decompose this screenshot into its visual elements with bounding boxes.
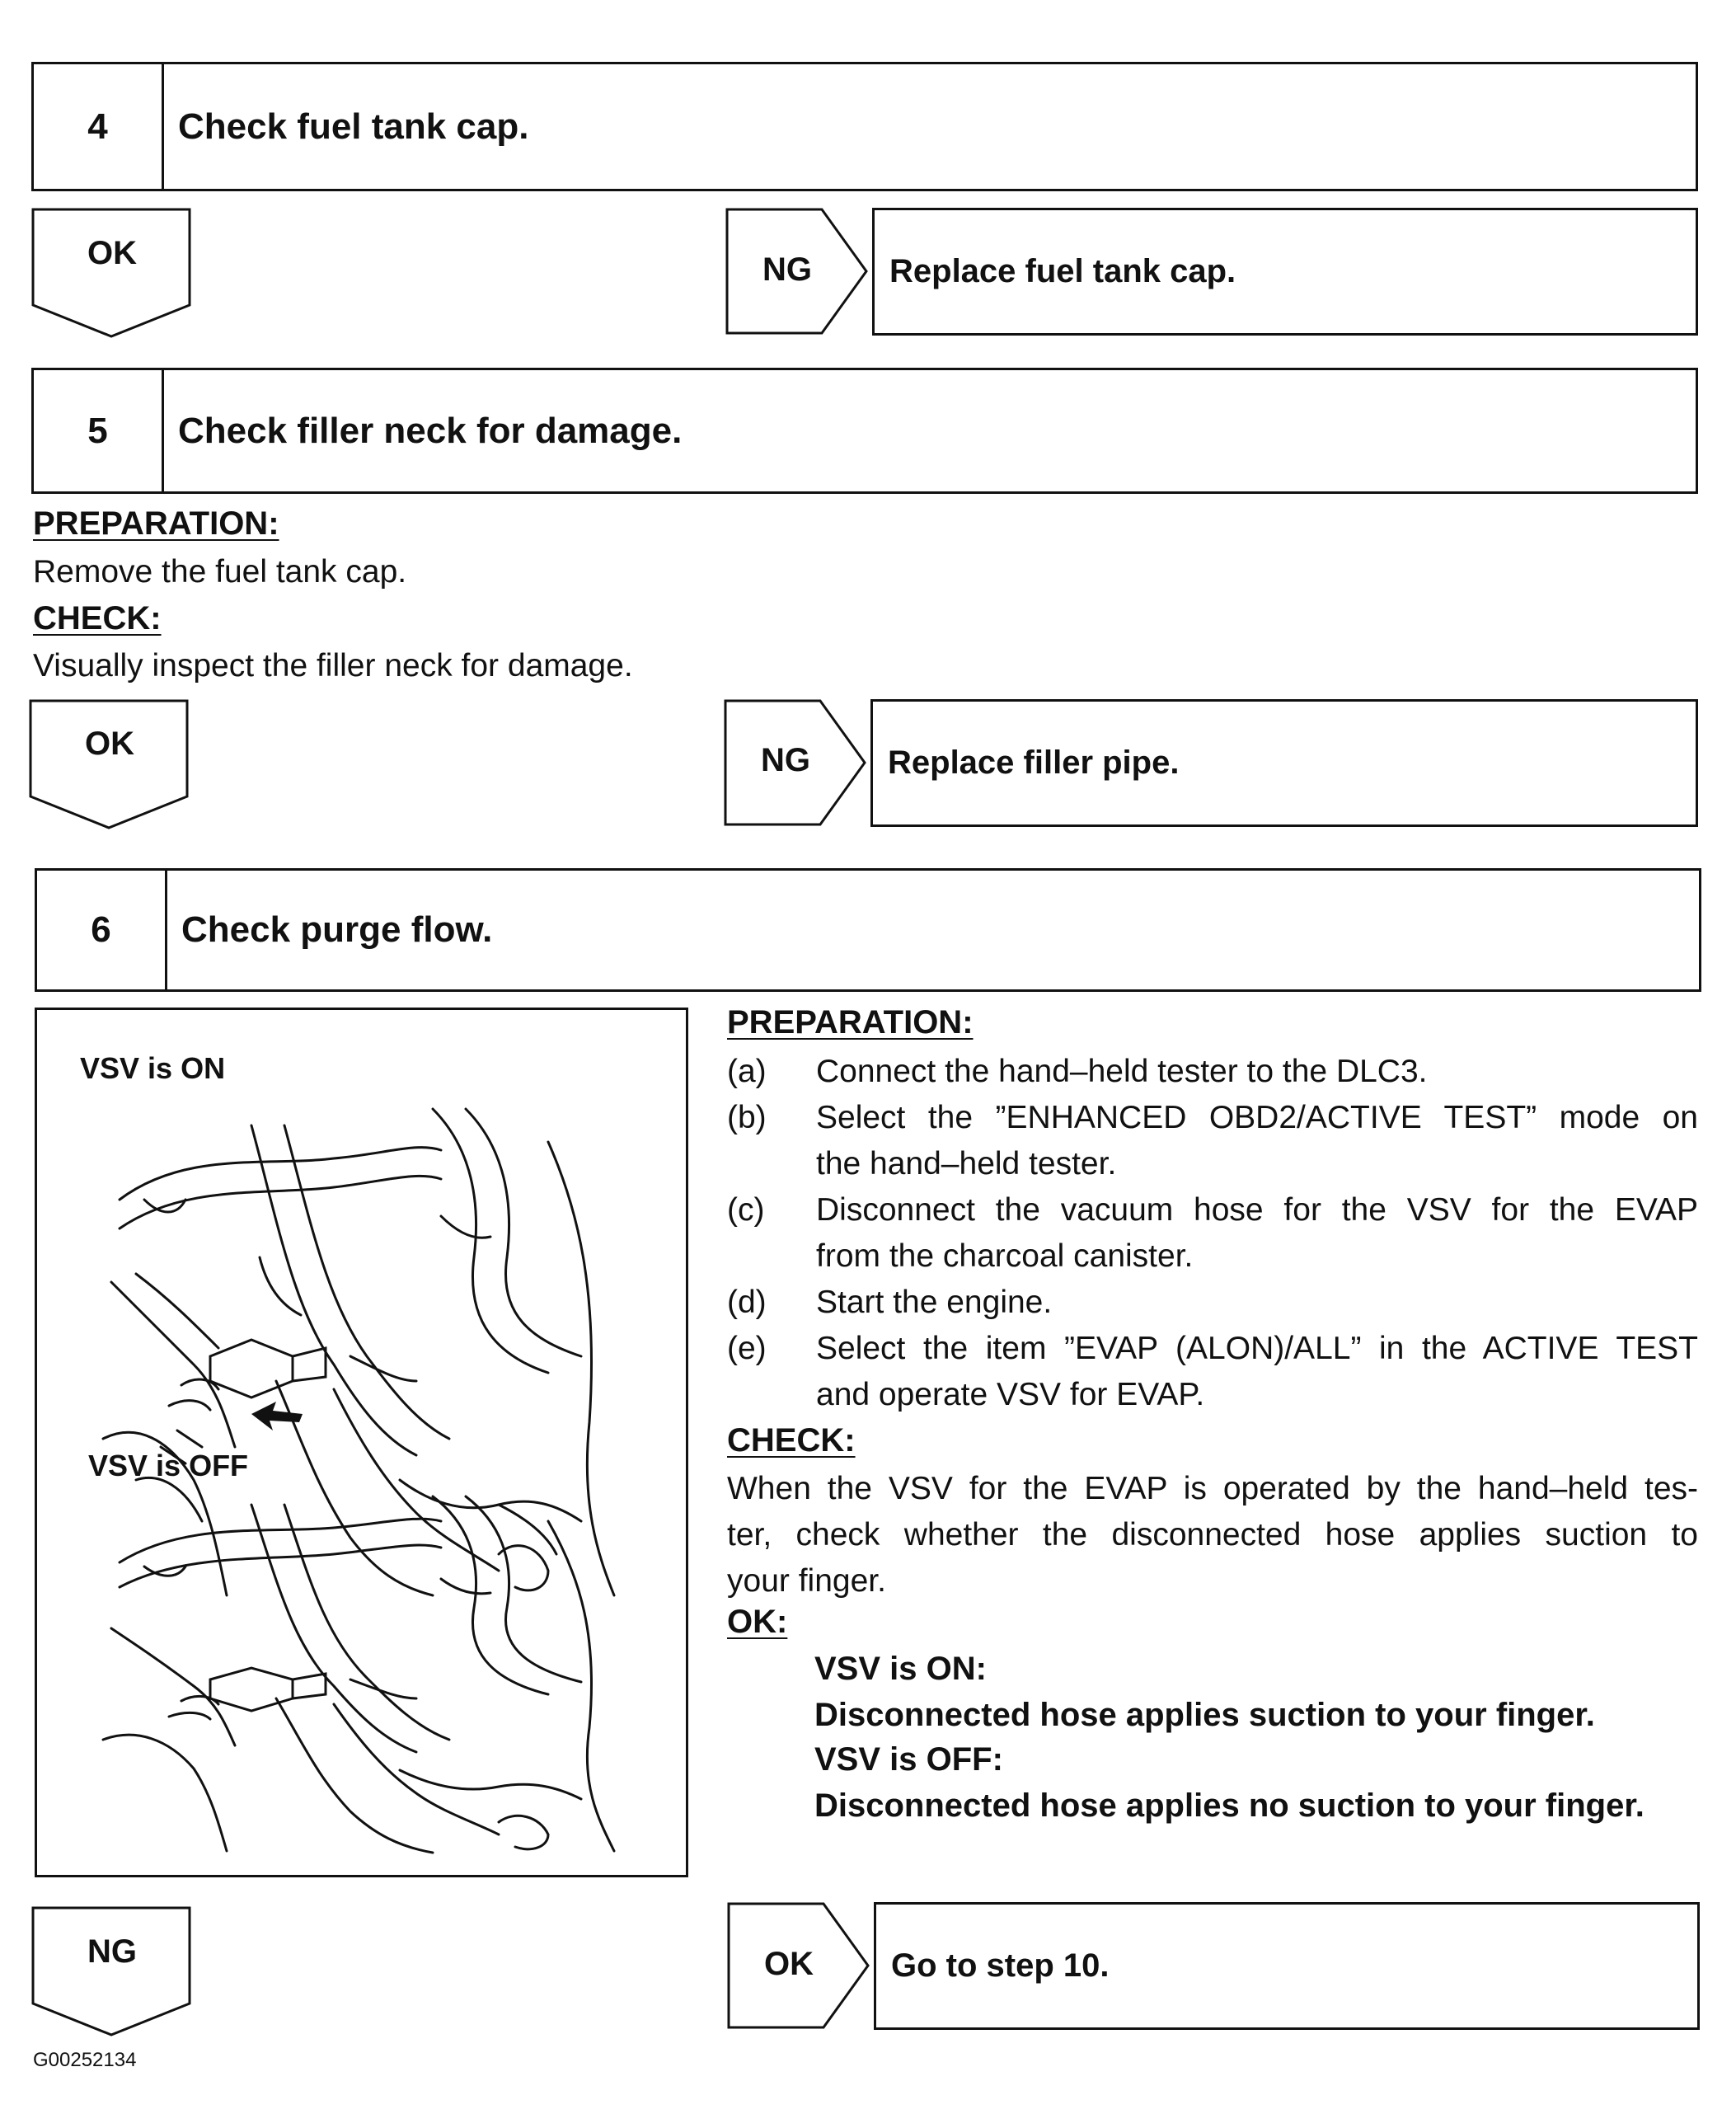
- step-4-ok-label: OK: [87, 235, 137, 271]
- step-6-figure-panel: [35, 1008, 688, 1877]
- step-5-check-text: Visually inspect the filler neck for damage.: [33, 648, 633, 683]
- prep-item-e-line1: Select the item ”EVAP (ALON)/ALL” in the ACTIVE TEST: [816, 1331, 1698, 1366]
- prep-item-e-line2: and operate VSV for EVAP.: [816, 1377, 1205, 1412]
- step-6-ok-label: OK: [764, 1946, 814, 1982]
- step-6-ng-arrow-shape: [31, 1906, 193, 2038]
- step-6-check-line-2: ter, check whether the disconnected hose applies suction to: [727, 1517, 1698, 1553]
- ok-vsv-on-result: Disconnected hose applies suction to your finger.: [814, 1697, 1595, 1733]
- step-6-header: [35, 868, 1701, 992]
- prep-item-c-letter: (c): [727, 1192, 765, 1228]
- step-5-check-heading: CHECK:: [33, 600, 162, 637]
- prep-item-d-text: Start the engine.: [816, 1285, 1053, 1320]
- figure-label-vsv-off: VSV is OFF: [88, 1449, 249, 1482]
- step-5-ok-label: OK: [85, 726, 134, 762]
- vsv-off-engine-illustration: [87, 1488, 622, 1867]
- step-6-title: Check purge flow.: [181, 909, 493, 950]
- prep-item-a-text: Connect the hand–held tester to the DLC3.: [816, 1054, 1428, 1089]
- step-6-check-line-3: your finger.: [727, 1563, 886, 1599]
- step-5-number: 5: [34, 370, 164, 491]
- step-6-ok-action: Go to step 10.: [874, 1902, 1700, 2030]
- figure-label-vsv-on: VSV is ON: [80, 1051, 226, 1085]
- step-6-check-heading: CHECK:: [727, 1422, 856, 1459]
- step-4-ng-action: Replace fuel tank cap.: [872, 208, 1698, 336]
- step-5-header: [31, 368, 1698, 494]
- prep-item-b-line1: Select the ”ENHANCED OBD2/ACTIVE TEST” mode on: [816, 1100, 1698, 1135]
- prep-item-e: [727, 1326, 1700, 1418]
- prep-item-c-line2: from the charcoal canister.: [816, 1238, 1194, 1274]
- step-6-ng-label: NG: [87, 1933, 137, 1970]
- step-6-check-line-1: When the VSV for the EVAP is operated by the hand–held tes-: [727, 1471, 1698, 1506]
- prep-item-a: [727, 1049, 1700, 1095]
- step-5-ng-label: NG: [761, 742, 810, 778]
- step-5-ng-action: Replace filler pipe.: [870, 699, 1698, 827]
- step-4-number: 4: [34, 64, 164, 189]
- step-4-ok-arrow-shape: [31, 208, 193, 340]
- step-4-header: [31, 62, 1698, 191]
- ok-vsv-off-result: Disconnected hose applies no suction to your finger.: [814, 1787, 1645, 1824]
- step-4-title: Check fuel tank cap.: [178, 106, 529, 147]
- step-5-preparation-heading: PREPARATION:: [33, 505, 279, 542]
- step-6-preparation-heading: PREPARATION:: [727, 1004, 974, 1041]
- step-4-ng-label: NG: [762, 251, 812, 288]
- step-6-ok-heading: OK:: [727, 1604, 788, 1640]
- ok-vsv-on-label: VSV is ON:: [814, 1651, 987, 1687]
- figure-code: G00252134: [33, 2049, 137, 2071]
- prep-item-c-line1: Disconnect the vacuum hose for the VSV for the EVAP: [816, 1192, 1698, 1228]
- prep-item-d: [727, 1280, 1700, 1326]
- prep-item-b-line2: the hand–held tester.: [816, 1146, 1117, 1181]
- step-5-preparation-text: Remove the fuel tank cap.: [33, 554, 407, 590]
- prep-item-b: [727, 1095, 1700, 1187]
- prep-item-c: [727, 1187, 1700, 1280]
- prep-item-b-letter: (b): [727, 1100, 767, 1135]
- prep-item-a-letter: (a): [727, 1054, 767, 1089]
- prep-item-e-letter: (e): [727, 1331, 767, 1366]
- step-5-ok-arrow-shape: [29, 699, 190, 831]
- prep-item-d-letter: (d): [727, 1285, 767, 1320]
- step-6-number: 6: [37, 871, 167, 989]
- ok-vsv-off-label: VSV is OFF:: [814, 1741, 1003, 1778]
- step-5-title: Check filler neck for damage.: [178, 410, 683, 451]
